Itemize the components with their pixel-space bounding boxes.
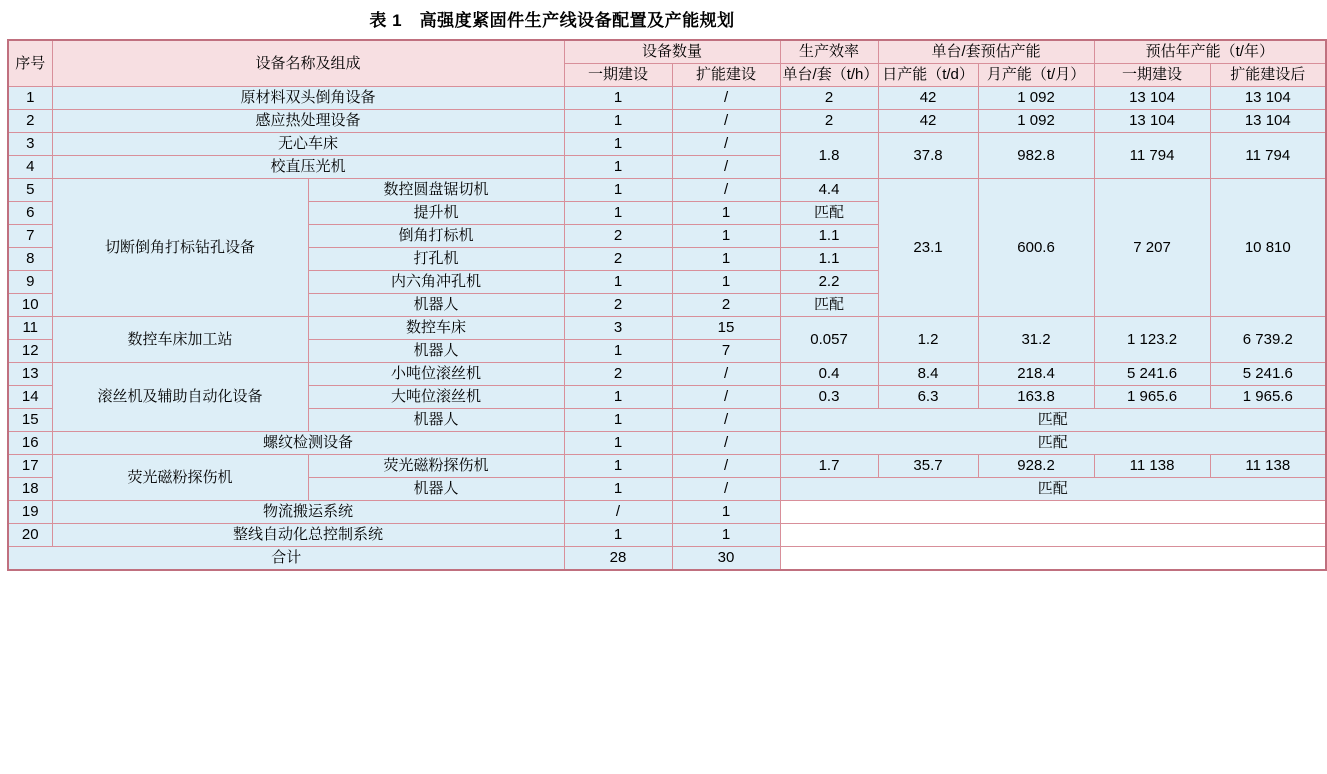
cell-eff: 2 xyxy=(780,87,878,110)
cell-year2: 13 104 xyxy=(1210,87,1326,110)
cell-qty1: 1 xyxy=(564,409,672,432)
cell-qty1: 1 xyxy=(564,87,672,110)
cell-merged-note: 匹配 xyxy=(780,478,1326,501)
header-row-top xyxy=(8,40,1326,64)
cell-name: 数控圆盘锯切机 xyxy=(308,179,564,202)
cell-eff: 1.7 xyxy=(780,455,878,478)
table-header xyxy=(8,40,1326,87)
header-year-expand: 扩能建设后 xyxy=(1210,64,1326,87)
cell-qty2: 2 xyxy=(672,294,780,317)
cell-qty1: 1 xyxy=(564,133,672,156)
cell-qty2: / xyxy=(672,179,780,202)
cell-name: 原材料双头倒角设备 xyxy=(52,87,564,110)
cell-qty1: 2 xyxy=(564,225,672,248)
cell-month: 600.6 xyxy=(978,179,1094,317)
cell-qty1: 2 xyxy=(564,294,672,317)
cell-sn: 12 xyxy=(8,340,52,363)
cell-qty1: 1 xyxy=(564,271,672,294)
cell-name: 倒角打标机 xyxy=(308,225,564,248)
cell-name: 小吨位滚丝机 xyxy=(308,363,564,386)
header-qty-group: 设备数量 xyxy=(564,40,780,64)
cell-sn: 11 xyxy=(8,317,52,340)
header-qty-phase1: 一期建设 xyxy=(564,64,672,87)
cell-sn: 4 xyxy=(8,156,52,179)
table-row xyxy=(8,432,1326,455)
cell-sn: 10 xyxy=(8,294,52,317)
total-label: 合计 xyxy=(8,547,564,571)
cell-sn: 7 xyxy=(8,225,52,248)
cell-name: 机器人 xyxy=(308,409,564,432)
cell-year1: 1 123.2 xyxy=(1094,317,1210,363)
cell-year1: 7 207 xyxy=(1094,179,1210,317)
cell-name: 整线自动化总控制系统 xyxy=(52,524,564,547)
cell-sn: 19 xyxy=(8,501,52,524)
cell-qty2: / xyxy=(672,386,780,409)
cell-sn: 8 xyxy=(8,248,52,271)
header-month-capacity: 月产能（t/月） xyxy=(978,64,1094,87)
cell-name: 大吨位滚丝机 xyxy=(308,386,564,409)
cell-eff: 0.057 xyxy=(780,317,878,363)
cell-qty2: / xyxy=(672,455,780,478)
cell-sn: 20 xyxy=(8,524,52,547)
table-row xyxy=(8,501,1326,524)
cell-eff: 1.8 xyxy=(780,133,878,179)
table-row xyxy=(8,317,1326,340)
cell-sn: 9 xyxy=(8,271,52,294)
cell-month: 982.8 xyxy=(978,133,1094,179)
header-day-capacity: 日产能（t/d） xyxy=(878,64,978,87)
cell-sn: 3 xyxy=(8,133,52,156)
cell-year1: 13 104 xyxy=(1094,110,1210,133)
cell-qty1: 1 xyxy=(564,455,672,478)
cell-eff: 0.4 xyxy=(780,363,878,386)
table-row xyxy=(8,133,1326,156)
cell-group-name: 数控车床加工站 xyxy=(52,317,308,363)
cell-qty2: / xyxy=(672,156,780,179)
cell-day: 6.3 xyxy=(878,386,978,409)
cell-qty2: / xyxy=(672,133,780,156)
cell-year2: 10 810 xyxy=(1210,179,1326,317)
cell-sn: 18 xyxy=(8,478,52,501)
cell-sn: 16 xyxy=(8,432,52,455)
cell-day: 42 xyxy=(878,110,978,133)
cell-eff: 4.4 xyxy=(780,179,878,202)
total-qty1: 28 xyxy=(564,547,672,571)
cell-year2: 6 739.2 xyxy=(1210,317,1326,363)
cell-qty2: 1 xyxy=(672,524,780,547)
equipment-configuration-table xyxy=(7,39,1327,571)
cell-year1: 5 241.6 xyxy=(1094,363,1210,386)
cell-qty1: 1 xyxy=(564,202,672,225)
cell-sn: 5 xyxy=(8,179,52,202)
header-efficiency-unit: 单台/套（t/h） xyxy=(780,64,878,87)
cell-name: 机器人 xyxy=(308,340,564,363)
cell-sn: 2 xyxy=(8,110,52,133)
cell-day: 8.4 xyxy=(878,363,978,386)
cell-qty1: 2 xyxy=(564,248,672,271)
table-caption: 表 1 高强度紧固件生产线设备配置及产能规划 xyxy=(369,11,735,30)
cell-qty2: 1 xyxy=(672,225,780,248)
cell-qty2: / xyxy=(672,363,780,386)
cell-day: 42 xyxy=(878,87,978,110)
cell-qty1: 1 xyxy=(564,340,672,363)
cell-month: 1 092 xyxy=(978,87,1094,110)
cell-qty2: 1 xyxy=(672,202,780,225)
table-body xyxy=(8,87,1326,571)
cell-eff: 1.1 xyxy=(780,225,878,248)
cell-sn: 13 xyxy=(8,363,52,386)
cell-empty xyxy=(780,547,1326,571)
cell-year1: 11 138 xyxy=(1094,455,1210,478)
table-row xyxy=(8,363,1326,386)
cell-eff: 匹配 xyxy=(780,294,878,317)
total-qty2: 30 xyxy=(672,547,780,571)
cell-name: 荧光磁粉探伤机 xyxy=(308,455,564,478)
table-row xyxy=(8,524,1326,547)
header-year-group: 预估年产能（t/年） xyxy=(1094,40,1326,64)
cell-qty2: / xyxy=(672,478,780,501)
cell-qty1: / xyxy=(564,501,672,524)
header-qty-expand: 扩能建设 xyxy=(672,64,780,87)
cell-group-name: 切断倒角打标钻孔设备 xyxy=(52,179,308,317)
cell-year1: 1 965.6 xyxy=(1094,386,1210,409)
cell-day: 37.8 xyxy=(878,133,978,179)
cell-name: 机器人 xyxy=(308,478,564,501)
cell-month: 218.4 xyxy=(978,363,1094,386)
cell-name: 机器人 xyxy=(308,294,564,317)
cell-sn: 1 xyxy=(8,87,52,110)
cell-qty2: 1 xyxy=(672,501,780,524)
cell-qty1: 1 xyxy=(564,156,672,179)
cell-sn: 6 xyxy=(8,202,52,225)
cell-qty2: / xyxy=(672,409,780,432)
cell-month: 163.8 xyxy=(978,386,1094,409)
cell-qty2: 7 xyxy=(672,340,780,363)
cell-name: 数控车床 xyxy=(308,317,564,340)
cell-empty xyxy=(780,501,1326,524)
cell-eff: 2.2 xyxy=(780,271,878,294)
cell-qty2: 1 xyxy=(672,248,780,271)
cell-sn: 14 xyxy=(8,386,52,409)
cell-day: 35.7 xyxy=(878,455,978,478)
cell-year2: 11 138 xyxy=(1210,455,1326,478)
cell-year2: 5 241.6 xyxy=(1210,363,1326,386)
cell-empty xyxy=(780,524,1326,547)
cell-eff: 1.1 xyxy=(780,248,878,271)
table-row xyxy=(8,455,1326,478)
cell-name: 内六角冲孔机 xyxy=(308,271,564,294)
table-row xyxy=(8,110,1326,133)
cell-qty1: 3 xyxy=(564,317,672,340)
cell-qty2: / xyxy=(672,87,780,110)
cell-name: 打孔机 xyxy=(308,248,564,271)
cell-name: 感应热处理设备 xyxy=(52,110,564,133)
cell-qty1: 1 xyxy=(564,524,672,547)
cell-year2: 11 794 xyxy=(1210,133,1326,179)
cell-name: 校直压光机 xyxy=(52,156,564,179)
table-row xyxy=(8,179,1326,202)
cell-qty2: / xyxy=(672,432,780,455)
cell-sn: 15 xyxy=(8,409,52,432)
cell-sn: 17 xyxy=(8,455,52,478)
cell-qty2: 15 xyxy=(672,317,780,340)
cell-merged-note: 匹配 xyxy=(780,432,1326,455)
cell-year1: 13 104 xyxy=(1094,87,1210,110)
table-row xyxy=(8,87,1326,110)
cell-year2: 13 104 xyxy=(1210,110,1326,133)
cell-month: 31.2 xyxy=(978,317,1094,363)
cell-qty1: 1 xyxy=(564,386,672,409)
header-year-phase1: 一期建设 xyxy=(1094,64,1210,87)
cell-group-name: 荧光磁粉探伤机 xyxy=(52,455,308,501)
cell-merged-note: 匹配 xyxy=(780,409,1326,432)
table-total-row xyxy=(8,547,1326,571)
cell-name: 螺纹检测设备 xyxy=(52,432,564,455)
cell-name: 物流搬运系统 xyxy=(52,501,564,524)
cell-eff: 匹配 xyxy=(780,202,878,225)
cell-name: 提升机 xyxy=(308,202,564,225)
header-efficiency-group: 生产效率 xyxy=(780,40,878,64)
cell-day: 23.1 xyxy=(878,179,978,317)
cell-day: 1.2 xyxy=(878,317,978,363)
cell-year2: 1 965.6 xyxy=(1210,386,1326,409)
cell-month: 928.2 xyxy=(978,455,1094,478)
cell-eff: 2 xyxy=(780,110,878,133)
cell-qty1: 1 xyxy=(564,432,672,455)
header-unit-capacity-group: 单台/套预估产能 xyxy=(878,40,1094,64)
header-sn: 序号 xyxy=(8,40,52,87)
header-name: 设备名称及组成 xyxy=(52,40,564,87)
cell-eff: 0.3 xyxy=(780,386,878,409)
cell-month: 1 092 xyxy=(978,110,1094,133)
cell-qty2: / xyxy=(672,110,780,133)
cell-year1: 11 794 xyxy=(1094,133,1210,179)
cell-qty1: 1 xyxy=(564,179,672,202)
cell-name: 无心车床 xyxy=(52,133,564,156)
cell-qty1: 1 xyxy=(564,478,672,501)
cell-qty1: 2 xyxy=(564,363,672,386)
cell-qty2: 1 xyxy=(672,271,780,294)
cell-group-name: 滚丝机及辅助自动化设备 xyxy=(52,363,308,432)
cell-qty1: 1 xyxy=(564,110,672,133)
